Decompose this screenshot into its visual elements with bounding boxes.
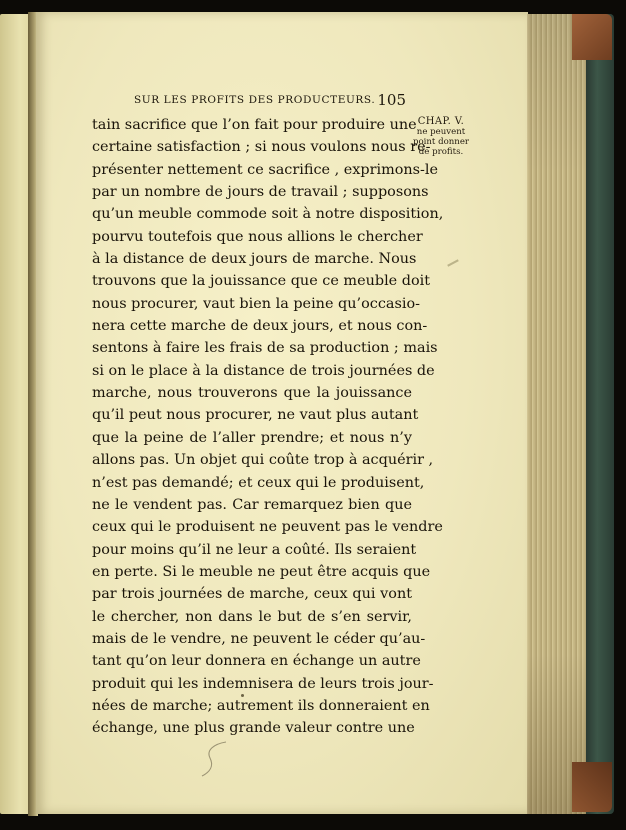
body-line: pourvu toutefois que nous allions le chercher: [92, 228, 423, 245]
book-cover: [586, 14, 614, 814]
body-line: si on le place à la distance de trois journées de: [92, 362, 435, 379]
cover-corner-top: [572, 14, 612, 60]
page-edges-shade: [527, 14, 589, 814]
margin-note-chapter: CHAP. V.: [417, 116, 465, 127]
body-line: en perte. Si le meuble ne peut être acquis que: [92, 563, 431, 580]
body-line: ceux qui le produisent ne peuvent pas le vendre: [92, 519, 443, 536]
body-line: à la distance de deux jours de marche. Nous: [92, 251, 417, 268]
body-line: pour moins qu’il ne leur a coûté. Ils seraient: [92, 541, 417, 558]
body-line: échange, une plus grande valeur contre une: [92, 720, 415, 737]
ink-dot: [241, 694, 244, 697]
body-line: sentons à faire les frais de sa production ; mais: [92, 340, 438, 357]
body-line: marche, nous trouverons que la jouissance: [92, 385, 412, 402]
pencil-mark: [196, 738, 236, 780]
margin-note-line: ne peuvent: [416, 127, 466, 137]
body-line: par trois journées de marche, ceux qui vont: [92, 586, 412, 603]
margin-note-line: de profits.: [418, 147, 464, 157]
body-line: nées de marche; autrement ils donneraient en: [92, 697, 430, 714]
body-line: ne le vendent pas. Car remarquez bien que: [92, 496, 412, 513]
body-line: présenter nettement ce sacrifice , exprimons-le: [92, 161, 439, 178]
body-line: qu’il peut nous procurer, ne vaut plus autant: [92, 407, 419, 424]
body-line: n’est pas demandé; et ceux qui le produisent,: [92, 474, 425, 491]
page-number: 105: [377, 91, 406, 109]
body-line: trouvons que la jouissance que ce meuble doit: [92, 273, 431, 290]
page-header: [134, 91, 410, 111]
margin-note: [412, 116, 470, 157]
body-line: le chercher, non dans le but de s’en servir,: [92, 608, 412, 625]
body-line: qu’un meuble commode soit à notre disposition,: [92, 206, 444, 223]
body-line: nous procurer, vaut bien la peine qu’occasio-: [92, 295, 420, 312]
body-line: que la peine de l’aller prendre; et nous n’y: [92, 429, 412, 446]
body-line: produit qui les indemnisera de leurs trois jour-: [92, 675, 434, 692]
body-line: allons pas. Un objet qui coûte trop à acquérir ,: [92, 452, 434, 469]
margin-note-line: point donner: [412, 137, 470, 147]
body-line: mais de le vendre, ne peuvent le céder qu’au-: [92, 630, 426, 647]
body-line: tant qu’on leur donnera en échange un autre: [92, 653, 421, 670]
body-line: certaine satisfaction ; si nous voulons nous re-: [92, 139, 431, 156]
running-head: SUR LES PROFITS DES PRODUCTEURS.: [134, 94, 376, 106]
body-line: nera cette marche de deux jours, et nous con-: [92, 318, 428, 335]
body-line: tain sacrifice que l’on fait pour produire une: [92, 117, 417, 133]
body-line: par un nombre de jours de travail ; supposons: [92, 184, 429, 201]
cover-corner-bottom: [572, 762, 612, 812]
